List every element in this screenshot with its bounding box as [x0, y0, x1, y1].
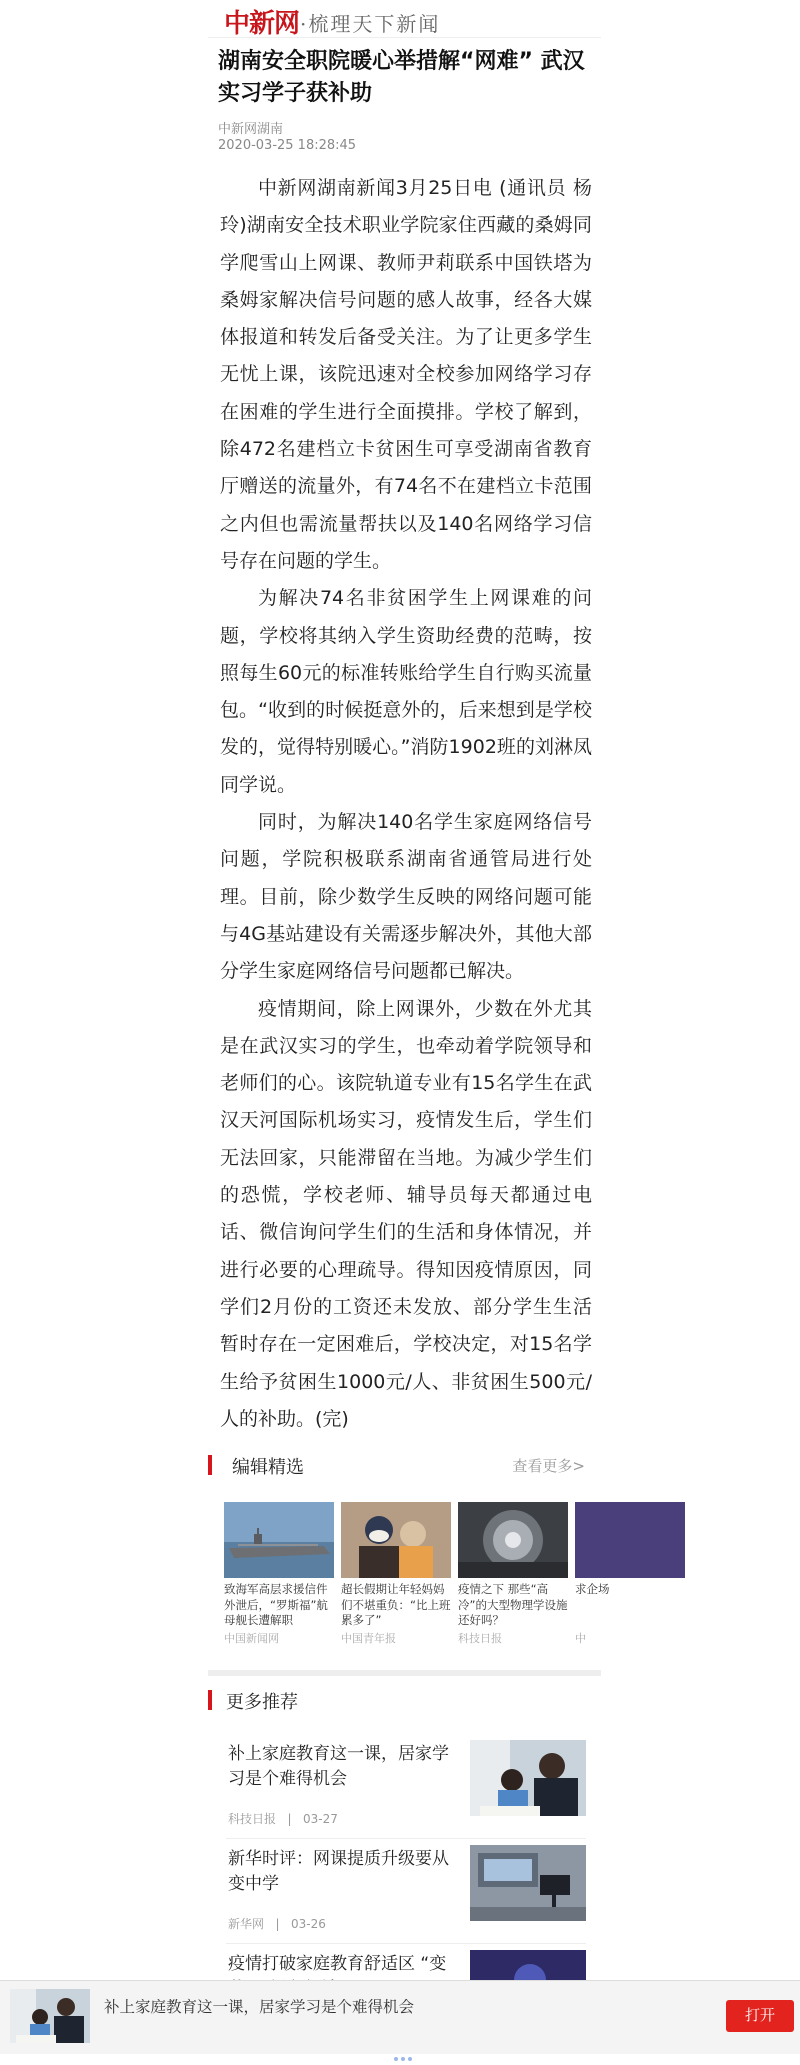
carousel-dots: [394, 2046, 424, 2052]
open-app-button[interactable]: 打开: [726, 2000, 794, 2032]
recommend-title: 更多推荐: [226, 1692, 298, 1713]
pick-card[interactable]: [224, 1502, 334, 1646]
article-paragraph: 同时，为解决140名学生家庭网络信号问题，学院积极联系湖南省通管局进行处理。目前，除少数学生反映的网络问题可能与4G基站建设有关需逐步解决外，其他大部分学生家庭网络信号问题都已解决。: [220, 811, 592, 983]
pick-title: 疫情之下 那些“高冷”的大型物理学设施还好吗？: [458, 1582, 568, 1627]
recommend-item-date: 03-27: [302, 1812, 338, 1826]
pick-title: 超长假期让年轻妈妈们不堪重负：“比上班累多了”: [341, 1582, 451, 1627]
aircraft-carrier-image: [224, 1502, 334, 1578]
pick-source: 科技日报: [458, 1632, 502, 1645]
recommend-item[interactable]: [226, 1736, 586, 1839]
mother-child-image: [341, 1502, 451, 1578]
site-header: [208, 0, 601, 38]
site-logo[interactable]: 中新网: [224, 9, 300, 39]
section-divider: [208, 1670, 601, 1676]
section-accent-bar: [208, 1455, 212, 1475]
recommend-item-meta: [228, 1810, 338, 1827]
article-paragraph: 中新网湖南新闻3月25日电 (通讯员 杨玲)湖南安全技术职业学院家住西藏的桑姆同学爬雪山上网课、教师尹莉联系中国铁塔为桑姆家解决信号问题的感人故事，经各大媒体报道和转发后备受关注。为了让更多学生无忧上课，该院迅速对全校参加网络学习存在困难的学生进行全面摸排。学校了解到，除472名建档立卡贫困生可享受湖南省教育厅赠送的流量外，有74名不在建档立卡范围之内但也需流量帮扶以及140名网络学习信号存在问题的学生。: [220, 177, 592, 572]
editor-picks-title: 编辑精选: [232, 1457, 304, 1478]
physics-facility-image: [458, 1502, 568, 1578]
recommend-item-meta: [228, 1915, 326, 1932]
app-bar-text: 补上家庭教育这一课，居家学习是个难得机会: [104, 1998, 415, 2016]
site-slogan: ·梳理天下新闻: [300, 12, 441, 36]
article-source: 中新网湖南: [218, 122, 284, 137]
recommend-item-title: 疫情打破家庭教育舒适区 “变: [228, 1954, 447, 1974]
pick-card[interactable]: [341, 1502, 451, 1646]
section-accent-bar: [208, 1690, 212, 1710]
view-more-link[interactable]: 查看更多>: [512, 1457, 585, 1475]
recommend-item-date: 03-26: [290, 1917, 326, 1931]
pick-title: 致海军高层求援信件外泄后，“罗斯福”航母舰长遭解职: [224, 1582, 328, 1627]
video-studio-image: [470, 1845, 586, 1921]
meta-separator: |: [287, 1812, 292, 1826]
app-download-bar[interactable]: [0, 1980, 800, 2054]
pick-title: 求企场: [575, 1582, 610, 1596]
recommend-item-source: 新华网: [228, 1917, 265, 1931]
recommend-item-source: 科技日报: [228, 1812, 277, 1826]
article-datetime: 2020-03-25 18:28:45: [218, 138, 357, 153]
recommend-item[interactable]: [226, 1841, 586, 1944]
pick-card[interactable]: [458, 1502, 568, 1646]
pick-source: 中国新闻网: [224, 1632, 279, 1645]
app-bar-thumbnail: [10, 1989, 90, 2043]
article-paragraph: 疫情期间，除上网课外，少数在外尤其是在武汉实习的学生，也牵动着学院领导和老师们的心。该院轨道专业有15名学生在武汉天河国际机场实习，疫情发生后，学生们无法回家，只能滞留在当地。为减少学生们的恐慌，学校老师、辅导员每天都通过电话、微信询问学生们的生活和身体情况，并进行必要的心理疏导。得知因疫情原因，同学们2月份的工资还未发放、部分学生生活暂时存在一定困难后，学校决定，对15名学生给予贫困生1000元/人、非贫困生500元/人的补助。(完): [220, 997, 592, 1430]
pick-source: 中: [575, 1632, 586, 1645]
father-son-study-image: [470, 1740, 586, 1816]
article-paragraph: 为解决74名非贫困学生上网课难的问题，学校将其纳入学生资助经费的范畴，按照每生60元的标准转账给学生自行购买流量包。“收到的时候挺意外的，后来想到是学校发的，觉得特别暖心。”消防1902班的刘淋凤同学说。: [220, 587, 592, 796]
meta-separator: |: [275, 1917, 280, 1931]
recommend-item-title: 补上家庭教育这一课，居家学习是个难得机会: [228, 1744, 449, 1789]
recommend-header: [208, 1687, 601, 1715]
editor-picks-carousel[interactable]: [224, 1502, 610, 1652]
pick-source: 中国青年报: [341, 1632, 396, 1645]
pick-image: [575, 1502, 685, 1578]
article-title: 湖南安全职院暖心举措解“网难” 武汉实习学子获补助: [218, 49, 585, 106]
recommend-item-title: 新华时评：网课提质升级要从变中学: [228, 1849, 449, 1894]
editor-picks-header: [208, 1452, 601, 1480]
pick-card[interactable]: [575, 1502, 685, 1646]
article-body: [220, 170, 592, 1438]
